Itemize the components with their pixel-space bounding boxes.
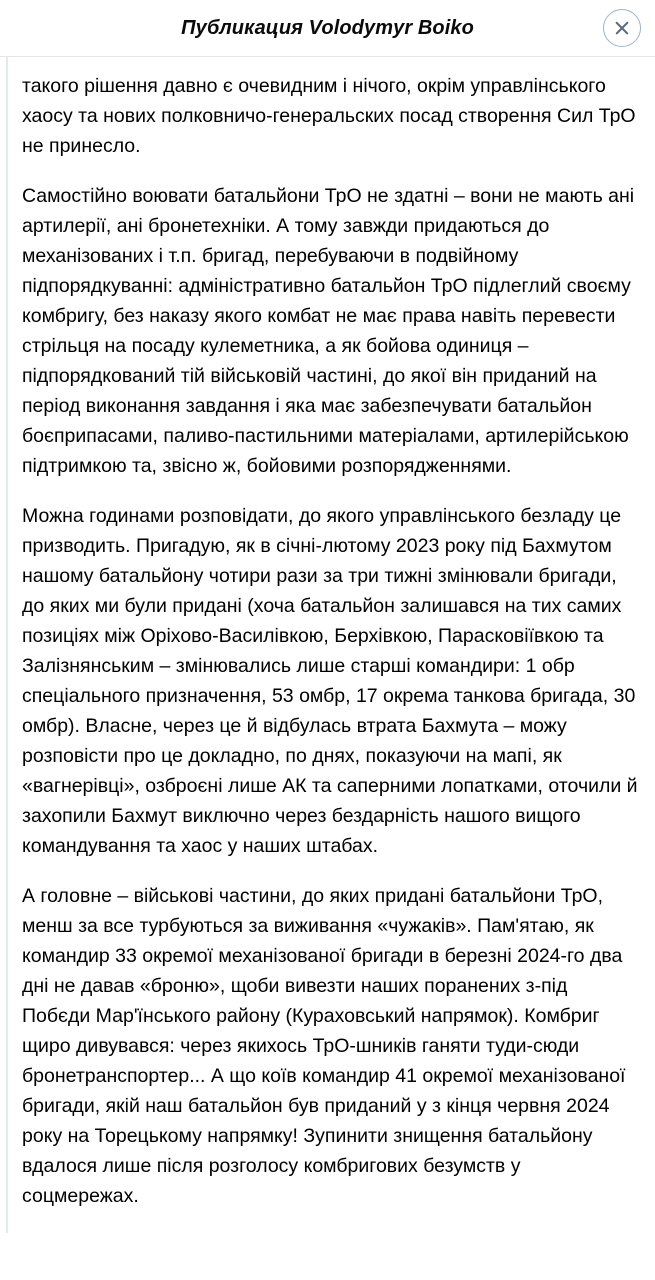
post-content-wrapper	[0, 57, 655, 1233]
bubble-left-divider	[6, 57, 8, 1233]
post-paragraph: такого рішення давно є очевидним і нічого, окрім управлінського хаосу та нових полковничо-генеральских посад створення Сил ТрО не принесло.	[22, 75, 636, 157]
post-header	[0, 0, 655, 57]
page-title: Публикация Volodymyr Boiko	[181, 16, 474, 39]
post-body	[0, 57, 655, 1233]
post-paragraph: Самостійно воювати батальйони ТрО не здатні – вони не мають ані артилерії, ані бронетехніки. А тому завжди придаються до механізованих і т.п. бригад, перебуваючи в подвійному підпорядкуванні: адміністративно батальйон ТрО підлеглий своєму комбригу, без наказу якого комбат не має права навіть перевести стрільця на посаду кулеметника, а як бойова одиниця – підпорядкований тій військовій частині, до якої він приданий на період виконання завдання і яка має забезпечувати батальйон боєприпасами, паливо-пастильними матеріалами, артилерійською підтримкою та, звісно ж, бойовими розпорядженнями.	[22, 185, 635, 477]
post-paragraph: А головне – військові частини, до яких придані батальйони ТрО, менш за все турбуються за виживання «чужаків». Пам'ятаю, як командир 33 окремої механізованої бригади в березні 2024-го два дні не давав «броню», щоби вивезти наших поранених з-під Побєди Мар'їнського району (Кураховський напрямок). Комбриг щиро дивувався: через якихось ТрО-шників ганяти туди-сюди бронетранспортер... А що коїв командир 41 окремої механізованої бригади, якій наш батальйон був приданий у з кінця червня 2024 року на Торецькому напрямку! Зупинити знищення батальйону вдалося лише після розголосу комбригових безумств у соцмережах.	[22, 885, 626, 1207]
close-button[interactable]	[603, 9, 641, 47]
close-icon	[614, 20, 631, 37]
post-paragraph: Можна годинами розповідати, до якого управлінського безладу це призводить. Пригадую, як в січні-лютому 2023 року під Бахмутом нашому батальйону чотири рази за три тижні змінювали бригади, до яких ми були придані (хоча батальйон залишався на тих самих позиціях між Оріхово-Василівкою, Берхівкою, Парасковіївкою та Залізнянським – змінювались лише старші командири: 1 обр спеціального призначення, 53 омбр, 17 окрема танкова бригада, 30 омбр). Власне, через це й відбулась втрата Бахмута – можу розповісти про це докладно, по днях, показуючи на мапі, як «вагнерівці», озброєні лише АК та саперними лопатками, оточили й захопили Бахмут виключно через бездарність нашого вищого командування та хаос у наших штабах.	[22, 505, 638, 857]
